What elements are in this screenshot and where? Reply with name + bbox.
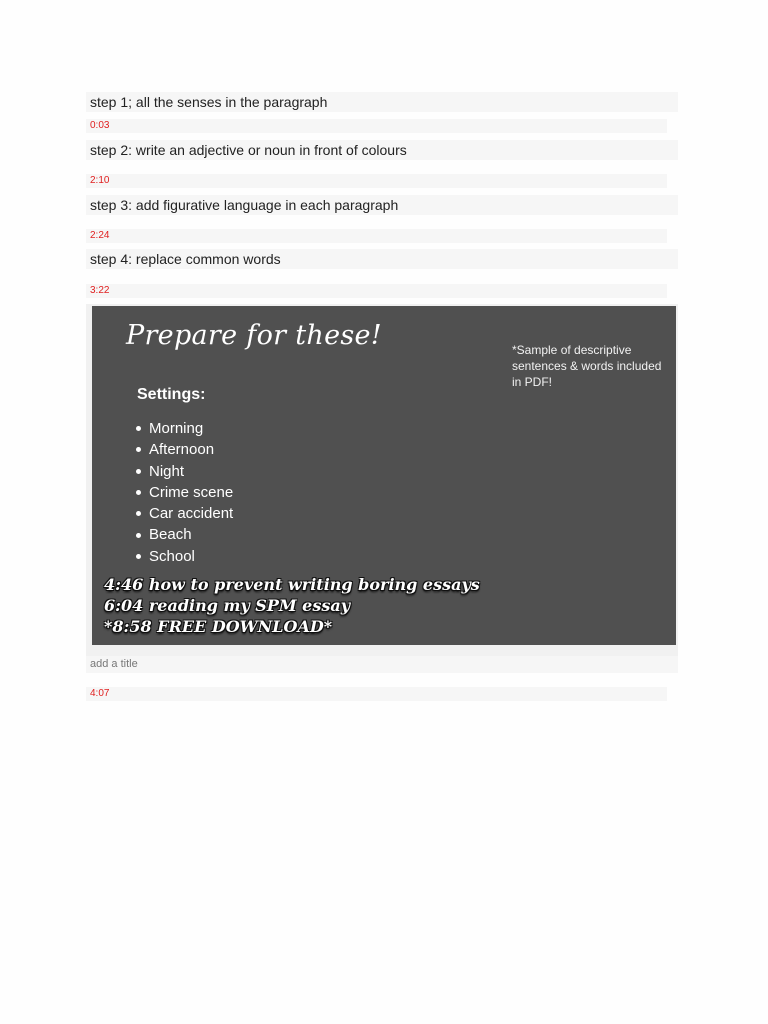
settings-item	[136, 524, 233, 545]
step-1-row[interactable]	[86, 92, 678, 112]
chapter-line-2: 6:04 reading my SPM essay	[104, 596, 351, 615]
settings-list	[136, 418, 233, 567]
caption-timestamp[interactable]: 4:07	[90, 688, 110, 699]
settings-item	[136, 439, 233, 460]
step-4-row[interactable]	[86, 249, 678, 269]
step-4-label: step 4: replace common words	[90, 251, 281, 267]
bullet-icon	[136, 490, 141, 495]
settings-item	[136, 503, 233, 524]
step-1-timestamp-row[interactable]	[86, 119, 667, 133]
step-3-row[interactable]	[86, 195, 678, 215]
bullet-icon	[136, 554, 141, 559]
step-2-row[interactable]	[86, 140, 678, 160]
settings-item	[136, 482, 233, 503]
settings-heading: Settings:	[137, 386, 206, 403]
settings-item-label: Beach	[149, 526, 192, 544]
thumbnail-title: Prepare for these!	[126, 320, 382, 351]
settings-item-label: School	[149, 547, 195, 565]
bullet-icon	[136, 533, 141, 538]
bullet-icon	[136, 469, 141, 474]
step-3-label: step 3: add figurative language in each paragraph	[90, 197, 399, 213]
settings-item	[136, 461, 233, 482]
settings-item-label: Morning	[149, 420, 204, 437]
step-4-timestamp[interactable]: 3:22	[90, 285, 110, 296]
caption-timestamp-row[interactable]	[86, 687, 667, 701]
settings-item	[136, 546, 233, 567]
settings-item	[136, 418, 233, 439]
chapter-line-3: *8:58 FREE DOWNLOAD*	[104, 617, 333, 636]
video-thumbnail[interactable]	[92, 306, 676, 645]
step-4-timestamp-row[interactable]	[86, 284, 667, 298]
thumbnail-note: *Sample of descriptive sentences & words included in PDF!	[512, 343, 662, 389]
add-title-field[interactable]	[86, 656, 678, 673]
step-2-label: step 2: write an adjective or noun in front of colours	[90, 142, 407, 158]
step-3-timestamp[interactable]: 2:24	[90, 230, 110, 241]
step-3-timestamp-row[interactable]	[86, 229, 667, 243]
settings-item-label: Car accident	[149, 505, 234, 523]
video-thumbnail-frame[interactable]	[86, 304, 678, 656]
settings-item-label: Afternoon	[149, 441, 215, 459]
bullet-icon	[136, 511, 141, 516]
step-2-timestamp[interactable]: 2:10	[90, 175, 110, 186]
chapter-line-1: 4:46 how to prevent writing boring essays	[104, 575, 480, 594]
settings-item-label: Crime scene	[149, 483, 234, 501]
add-title-placeholder: add a title	[90, 658, 138, 670]
bullet-icon	[136, 426, 141, 431]
step-1-timestamp[interactable]: 0:03	[90, 120, 110, 131]
step-1-label: step 1; all the senses in the paragraph	[90, 94, 328, 110]
settings-item-label: Night	[149, 462, 185, 480]
bullet-icon	[136, 447, 141, 452]
step-2-timestamp-row[interactable]	[86, 174, 667, 188]
